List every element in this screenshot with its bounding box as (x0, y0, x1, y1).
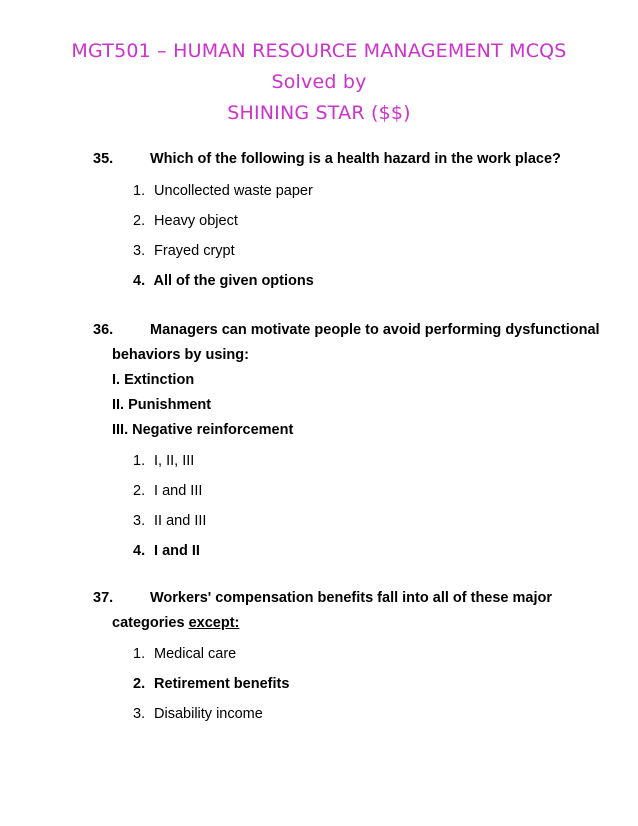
question-text: Managers can motivate people to avoid performing dysfunctional (150, 322, 600, 338)
header-subtitle: Solved by (271, 71, 367, 93)
question-36 (93, 318, 613, 566)
option-item: 1. Medical care (133, 646, 237, 662)
header-author: SHINING STAR ($$) (227, 102, 411, 124)
option-item-correct: 2. Retirement benefits (133, 676, 290, 692)
option-text: Disability income (154, 706, 263, 722)
question-continuation: behaviors by using: (112, 347, 249, 363)
question-text: Workers' compensation benefits fall into all of these major (150, 590, 553, 606)
question-stem (93, 586, 613, 611)
option-item: 1. Uncollected waste paper (133, 183, 313, 199)
option-item-correct: 4. All of the given options (133, 273, 314, 289)
option-list (93, 639, 613, 729)
option-item-correct: 4. I and II (133, 543, 200, 559)
statement-item: II. Punishment (112, 397, 212, 413)
option-text: I, II, III (154, 453, 195, 469)
question-stem (93, 318, 613, 343)
question-number: 36. (93, 322, 114, 338)
option-item: 3. Disability income (133, 706, 263, 722)
option-text: Frayed crypt (154, 243, 235, 259)
option-text: I and II (154, 543, 200, 559)
option-list (93, 446, 613, 566)
statement-item: III. Negative reinforcement (112, 422, 294, 438)
question-number: 37. (93, 590, 114, 606)
option-text: I and III (154, 483, 203, 499)
option-text: Heavy object (154, 213, 238, 229)
question-stem (93, 147, 613, 172)
option-text: II and III (154, 513, 207, 529)
option-list (93, 176, 613, 296)
header-title: MGT501 – HUMAN RESOURCE MANAGEMENT MCQS (71, 40, 567, 62)
statement-item: I. Extinction (112, 372, 195, 388)
option-text: All of the given options (153, 273, 314, 289)
option-text: Uncollected waste paper (154, 183, 313, 199)
option-item: 1. I, II, III (133, 453, 195, 469)
question-35 (93, 147, 613, 296)
option-item: 2. I and III (133, 483, 203, 499)
option-text: Medical care (154, 646, 237, 662)
emphasis-except: except: (188, 615, 240, 631)
option-text: Retirement benefits (154, 676, 290, 692)
option-item: 3. II and III (133, 513, 207, 529)
question-text: Which of the following is a health hazard in the work place? (150, 151, 561, 167)
question-number: 35. (93, 151, 114, 167)
option-item: 2. Heavy object (133, 213, 238, 229)
question-continuation: categories except: (112, 615, 240, 631)
question-37 (93, 586, 613, 729)
option-item: 3. Frayed crypt (133, 243, 235, 259)
document-header (0, 36, 638, 129)
